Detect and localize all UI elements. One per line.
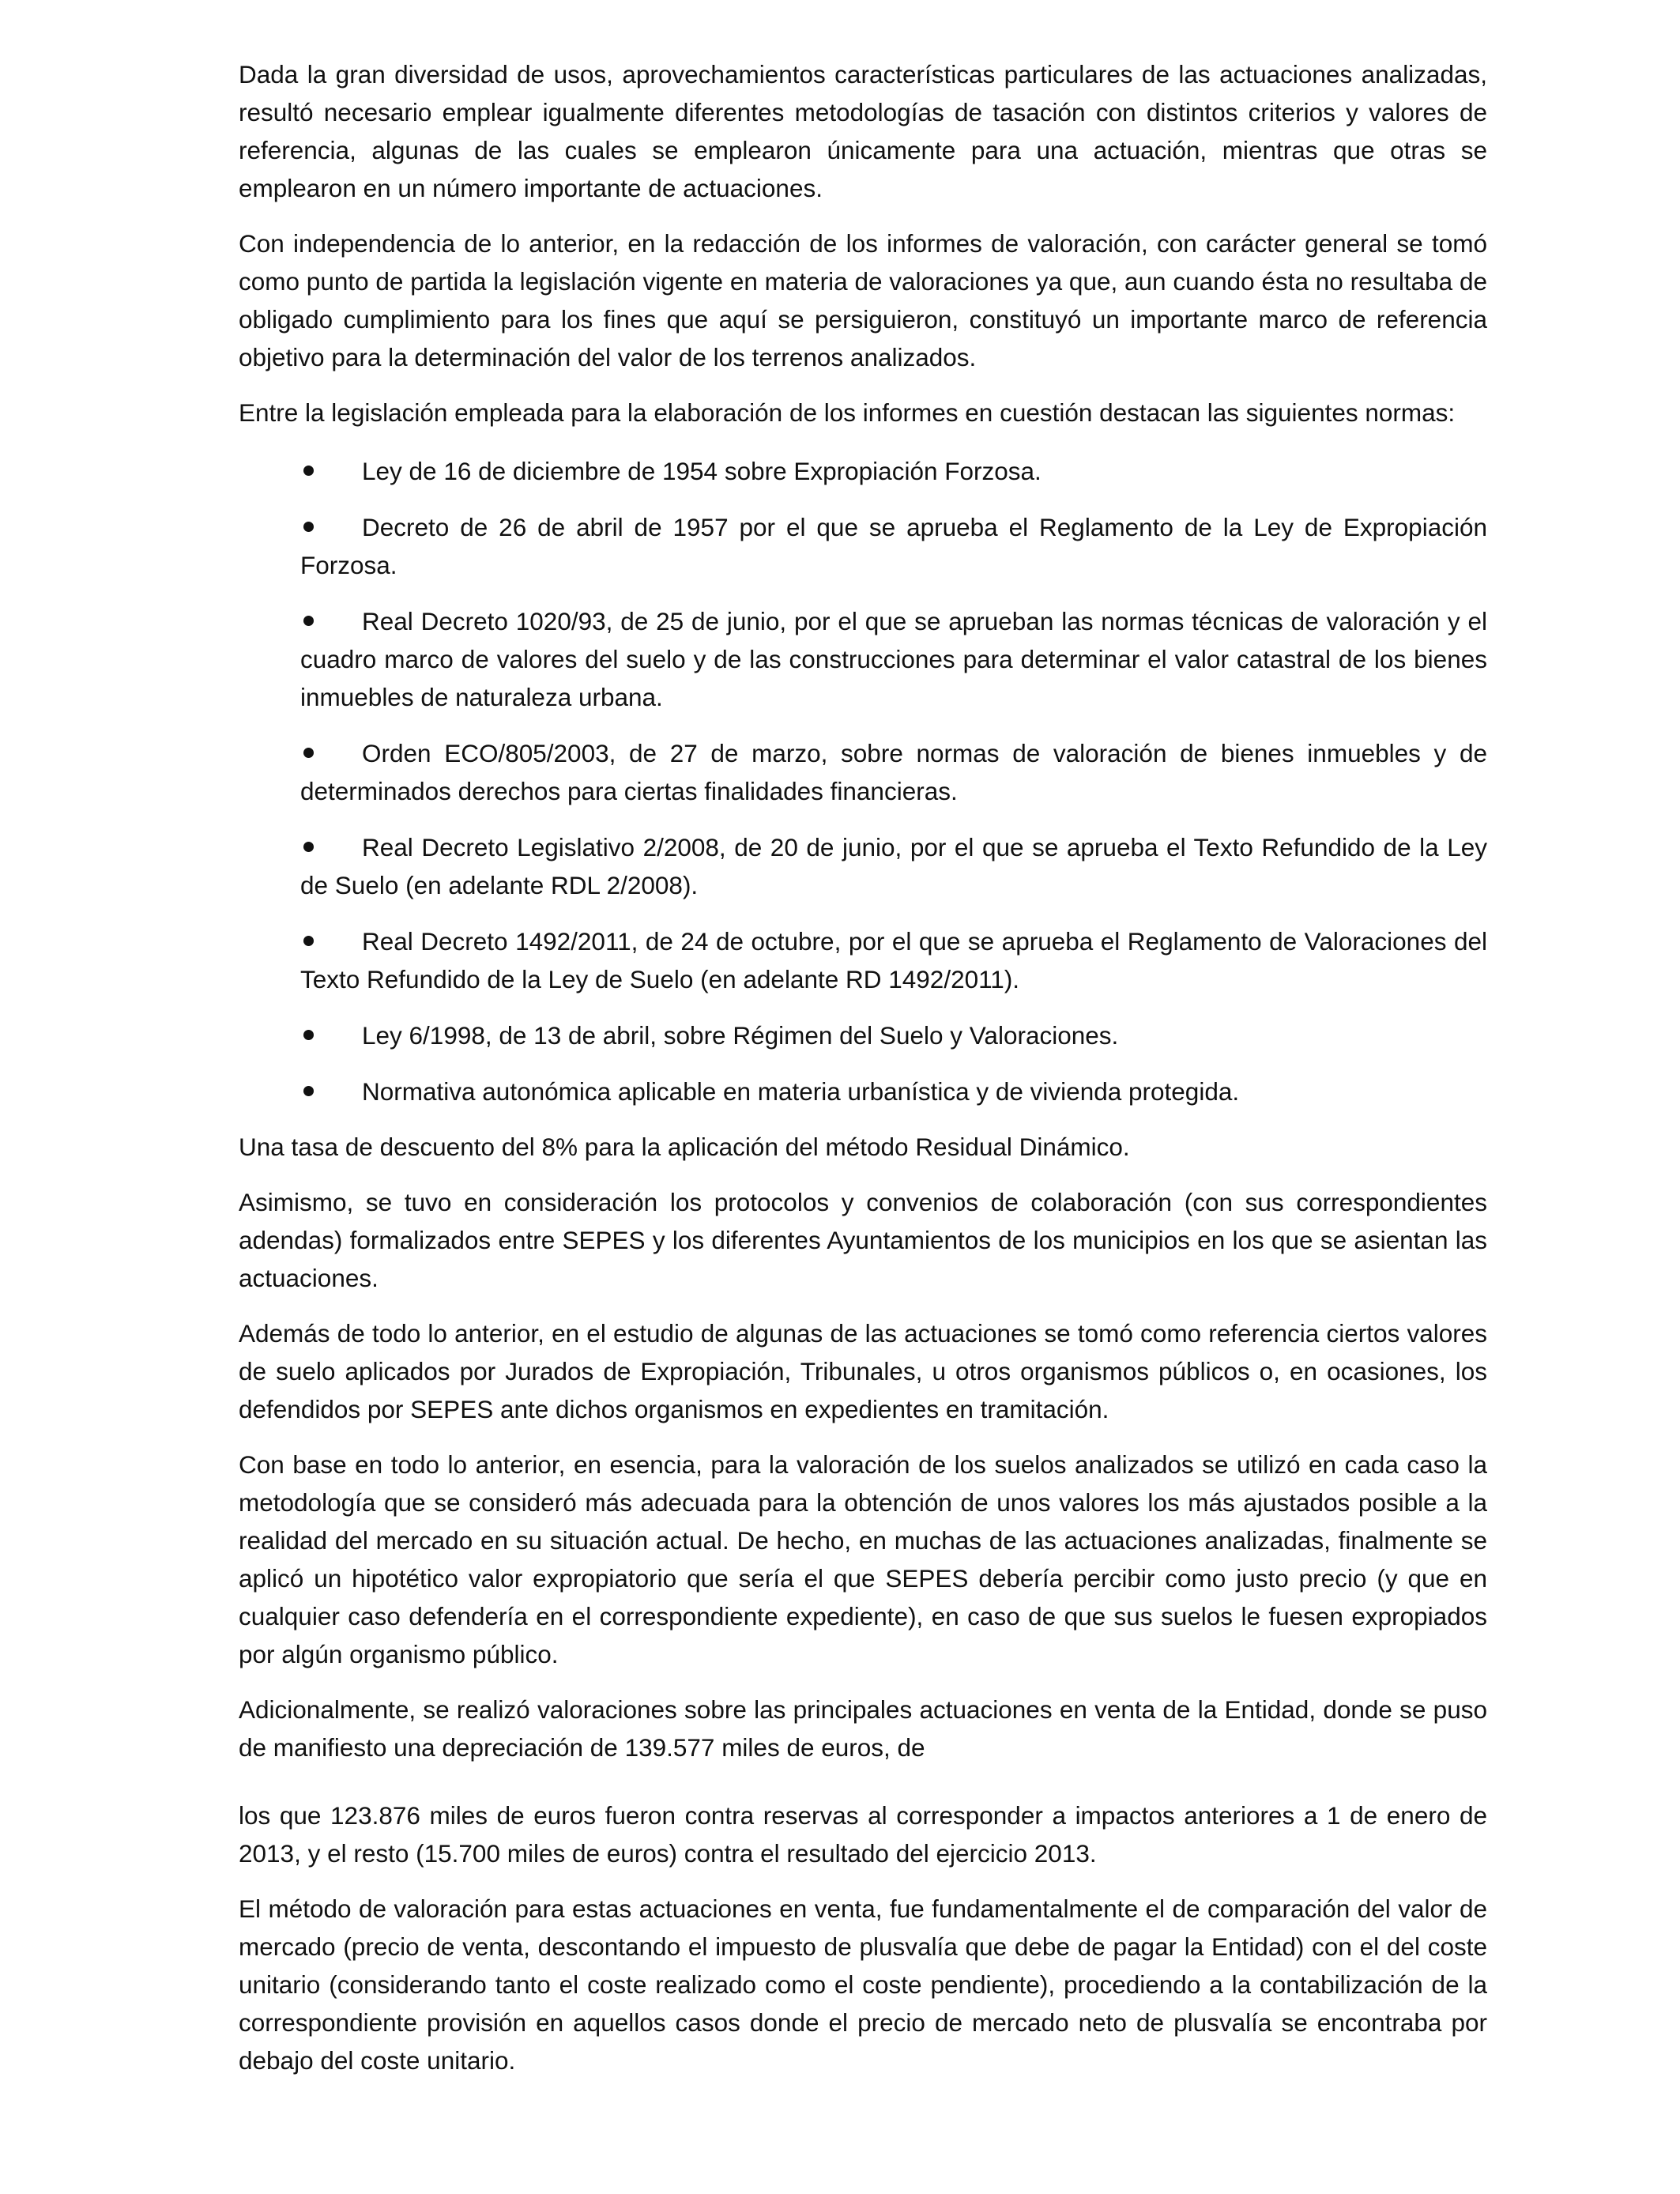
list-item-text: Orden ECO/805/2003, de 27 de marzo, sobre normas de valoración de bienes inmuebles y de determinados derechos para ciertas finalidades financieras. xyxy=(300,739,1487,805)
list-item xyxy=(300,452,1487,490)
list-item xyxy=(300,828,1487,904)
list-item xyxy=(300,508,1487,584)
bullet-icon xyxy=(300,602,362,640)
list-item-text: Real Decreto 1020/93, de 25 de junio, por el que se aprueban las normas técnicas de valoración y el cuadro marco de valores del suelo y de las construcciones para determinar el valor catastral de los bienes inmuebles de naturaleza urbana. xyxy=(300,607,1487,711)
legislation-list xyxy=(239,452,1487,1110)
paragraph-reserves: los que 123.876 miles de euros fueron contra reservas al corresponder a impactos anteriores a 1 de enero de 2013, y el resto (15.700 miles de euros) contra el resultado del ejercicio 2013. xyxy=(239,1801,1487,1868)
paragraph-legislation-intro: Entre la legislación empleada para la elaboración de los informes en cuestión destacan las siguientes normas: xyxy=(239,398,1456,427)
list-item-text: Normativa autonómica aplicable en materia urbanística y de vivienda protegida. xyxy=(362,1077,1240,1106)
list-item xyxy=(300,922,1487,998)
list-item xyxy=(300,1072,1487,1110)
list-item xyxy=(300,1016,1487,1054)
list-item-text: Ley 6/1998, de 13 de abril, sobre Régimen del Suelo y Valoraciones. xyxy=(362,1021,1119,1050)
bullet-icon xyxy=(300,452,362,490)
paragraph-legislation-reference: Con independencia de lo anterior, en la redacción de los informes de valoración, con carácter general se tomó como punto de partida la legislación vigente en materia de valoraciones ya que, aun cuando ésta no resultaba de obligado cumplimiento para los fines que aquí se persiguieron, constituyó un importante marco de referencia objetivo para la determinación del valor de los terrenos analizados. xyxy=(239,229,1487,371)
list-item-text: Decreto de 26 de abril de 1957 por el que se aprueba el Reglamento de la Ley de Expropiación Forzosa. xyxy=(300,513,1487,579)
list-item-text: Ley de 16 de diciembre de 1954 sobre Expropiación Forzosa. xyxy=(362,457,1042,485)
paragraph-methodology-summary: Con base en todo lo anterior, en esencia, para la valoración de los suelos analizados se utilizó en cada caso la metodología que se consideró más adecuada para la obtención de unos valores los más ajustados posible a la realidad del mercado en su situación actual. De hecho, en muchas de las actuaciones analizadas, finalmente se aplicó un hipotético valor expropiatorio que sería el que SEPES debería percibir como justo precio (y que en cualquier caso defendería en el correspondiente expediente), en caso de que sus suelos le fuesen expropiados por algún organismo público. xyxy=(239,1450,1487,1668)
bullet-icon xyxy=(300,734,362,772)
paragraph-valuation-method: El método de valoración para estas actuaciones en venta, fue fundamentalmente el de comparación del valor de mercado (precio de venta, descontando el impuesto de plusvalía que debe de pagar la Entidad) con el del coste unitario (considerando tanto el coste realizado como el coste pendiente), procediendo a la contabilización de la correspondiente provisión en aquellos casos donde el precio de mercado neto de plusvalía se encontraba por debajo del coste unitario. xyxy=(239,1894,1487,2075)
list-item-text: Real Decreto 1492/2011, de 24 de octubre, por el que se aprueba el Reglamento de Valoraciones del Texto Refundido de la Ley de Suelo (en adelante RD 1492/2011). xyxy=(300,927,1487,993)
paragraph-reference-values: Además de todo lo anterior, en el estudio de algunas de las actuaciones se tomó como referencia ciertos valores de suelo aplicados por Jurados de Expropiación, Tribunales, u otros organismos públicos o, en ocasiones, los defendidos por SEPES ante dichos organismos en expedientes en tramitación. xyxy=(239,1319,1487,1423)
bullet-icon xyxy=(300,922,362,960)
bullet-icon xyxy=(300,1072,362,1110)
paragraph-discount-rate: Una tasa de descuento del 8% para la aplicación del método Residual Dinámico. xyxy=(239,1133,1130,1161)
paragraph-depreciation: Adicionalmente, se realizó valoraciones sobre las principales actuaciones en venta de la Entidad, donde se puso de manifiesto una depreciación de 139.577 miles de euros, de xyxy=(239,1695,1487,1762)
bullet-icon xyxy=(300,1016,362,1054)
list-item xyxy=(300,734,1487,810)
paragraph-protocols: Asimismo, se tuvo en consideración los protocolos y convenios de colaboración (con sus correspondientes adendas) formalizados entre SEPES y los diferentes Ayuntamientos de los municipios en los que se asientan las actuaciones. xyxy=(239,1188,1487,1292)
paragraph-methodologies: Dada la gran diversidad de usos, aprovechamientos características particulares de las actuaciones analizadas, resultó necesario emplear igualmente diferentes metodologías de tasación con distintos criterios y valores de referencia, algunas de las cuales se emplearon únicamente para una actuación, mientras que otras se emplearon en un número importante de actuaciones. xyxy=(239,60,1487,202)
bullet-icon xyxy=(300,508,362,546)
document-page xyxy=(239,55,1487,2097)
list-item xyxy=(300,602,1487,716)
bullet-icon xyxy=(300,828,362,866)
list-item-text: Real Decreto Legislativo 2/2008, de 20 de junio, por el que se aprueba el Texto Refundido de la Ley de Suelo (en adelante RDL 2/2008). xyxy=(300,833,1487,899)
